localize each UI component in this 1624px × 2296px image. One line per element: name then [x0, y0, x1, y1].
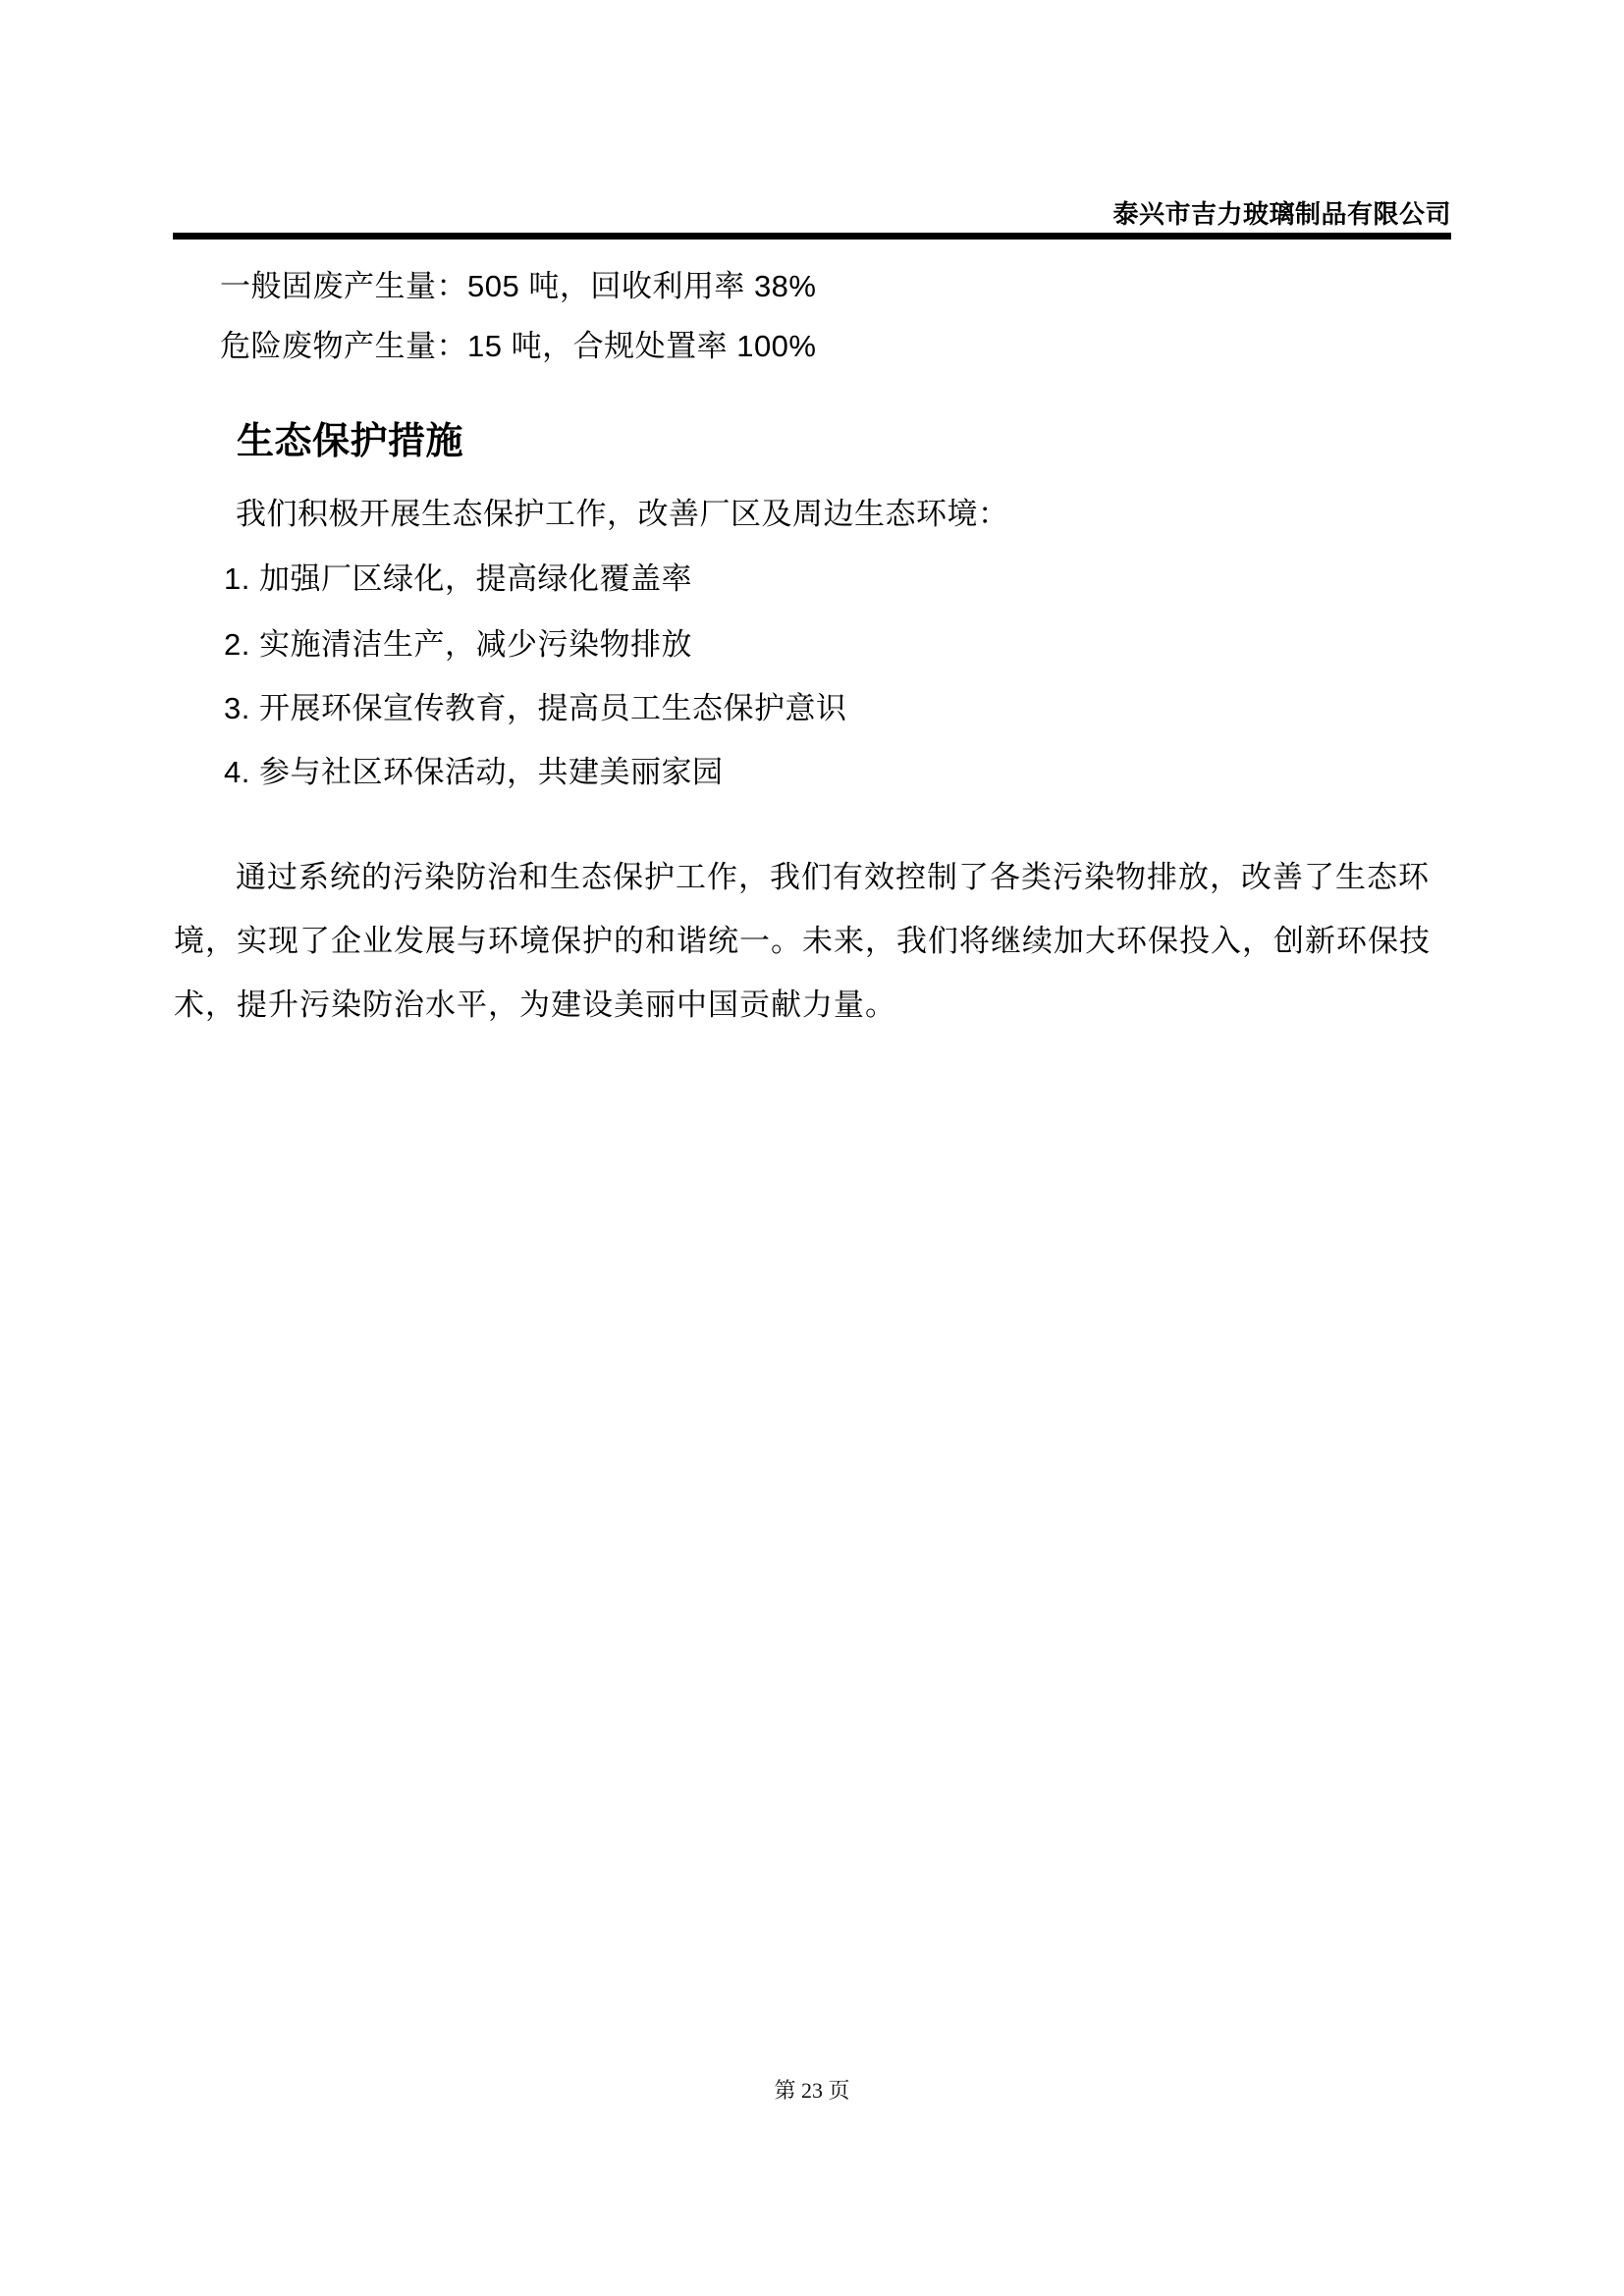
- section-intro-text: 我们积极开展生态保护工作，改善厂区及周边生态环境：: [236, 497, 1009, 531]
- list-item-greening: 1. 加强厂区绿化，提高绿化覆盖率: [224, 561, 692, 596]
- list-item-clean-production: 2. 实施清洁生产，减少污染物排放: [224, 627, 692, 662]
- conclusion-line-3: 术，提升污染防治水平，为建设美丽中国贡献力量。: [174, 988, 896, 1022]
- section-heading-ecological-protection: 生态保护措施: [237, 421, 464, 462]
- stat-line-hazardous-waste: 危险废物产生量：15 吨，合规处置率 100%: [220, 329, 817, 363]
- footer-page-number: 第 23 页: [774, 2078, 850, 2103]
- conclusion-line-1: 通过系统的污染防治和生态保护工作，我们有效控制了各类污染物排放，改善了生态环: [236, 860, 1430, 894]
- header-divider-rule: [173, 233, 1451, 240]
- stat-line-general-solid-waste: 一般固废产生量：505 吨，回收利用率 38%: [220, 269, 817, 303]
- list-item-community: 4. 参与社区环保活动，共建美丽家园: [224, 755, 724, 789]
- conclusion-paragraph: [174, 845, 1470, 1037]
- conclusion-line-2: 境，实现了企业发展与环境保护的和谐统一。未来，我们将继续加大环保投入，创新环保技: [174, 924, 1431, 958]
- header-company-name: 泰兴市吉力玻璃制品有限公司: [1112, 199, 1451, 229]
- list-item-education: 3. 开展环保宣传教育，提高员工生态保护意识: [224, 691, 847, 725]
